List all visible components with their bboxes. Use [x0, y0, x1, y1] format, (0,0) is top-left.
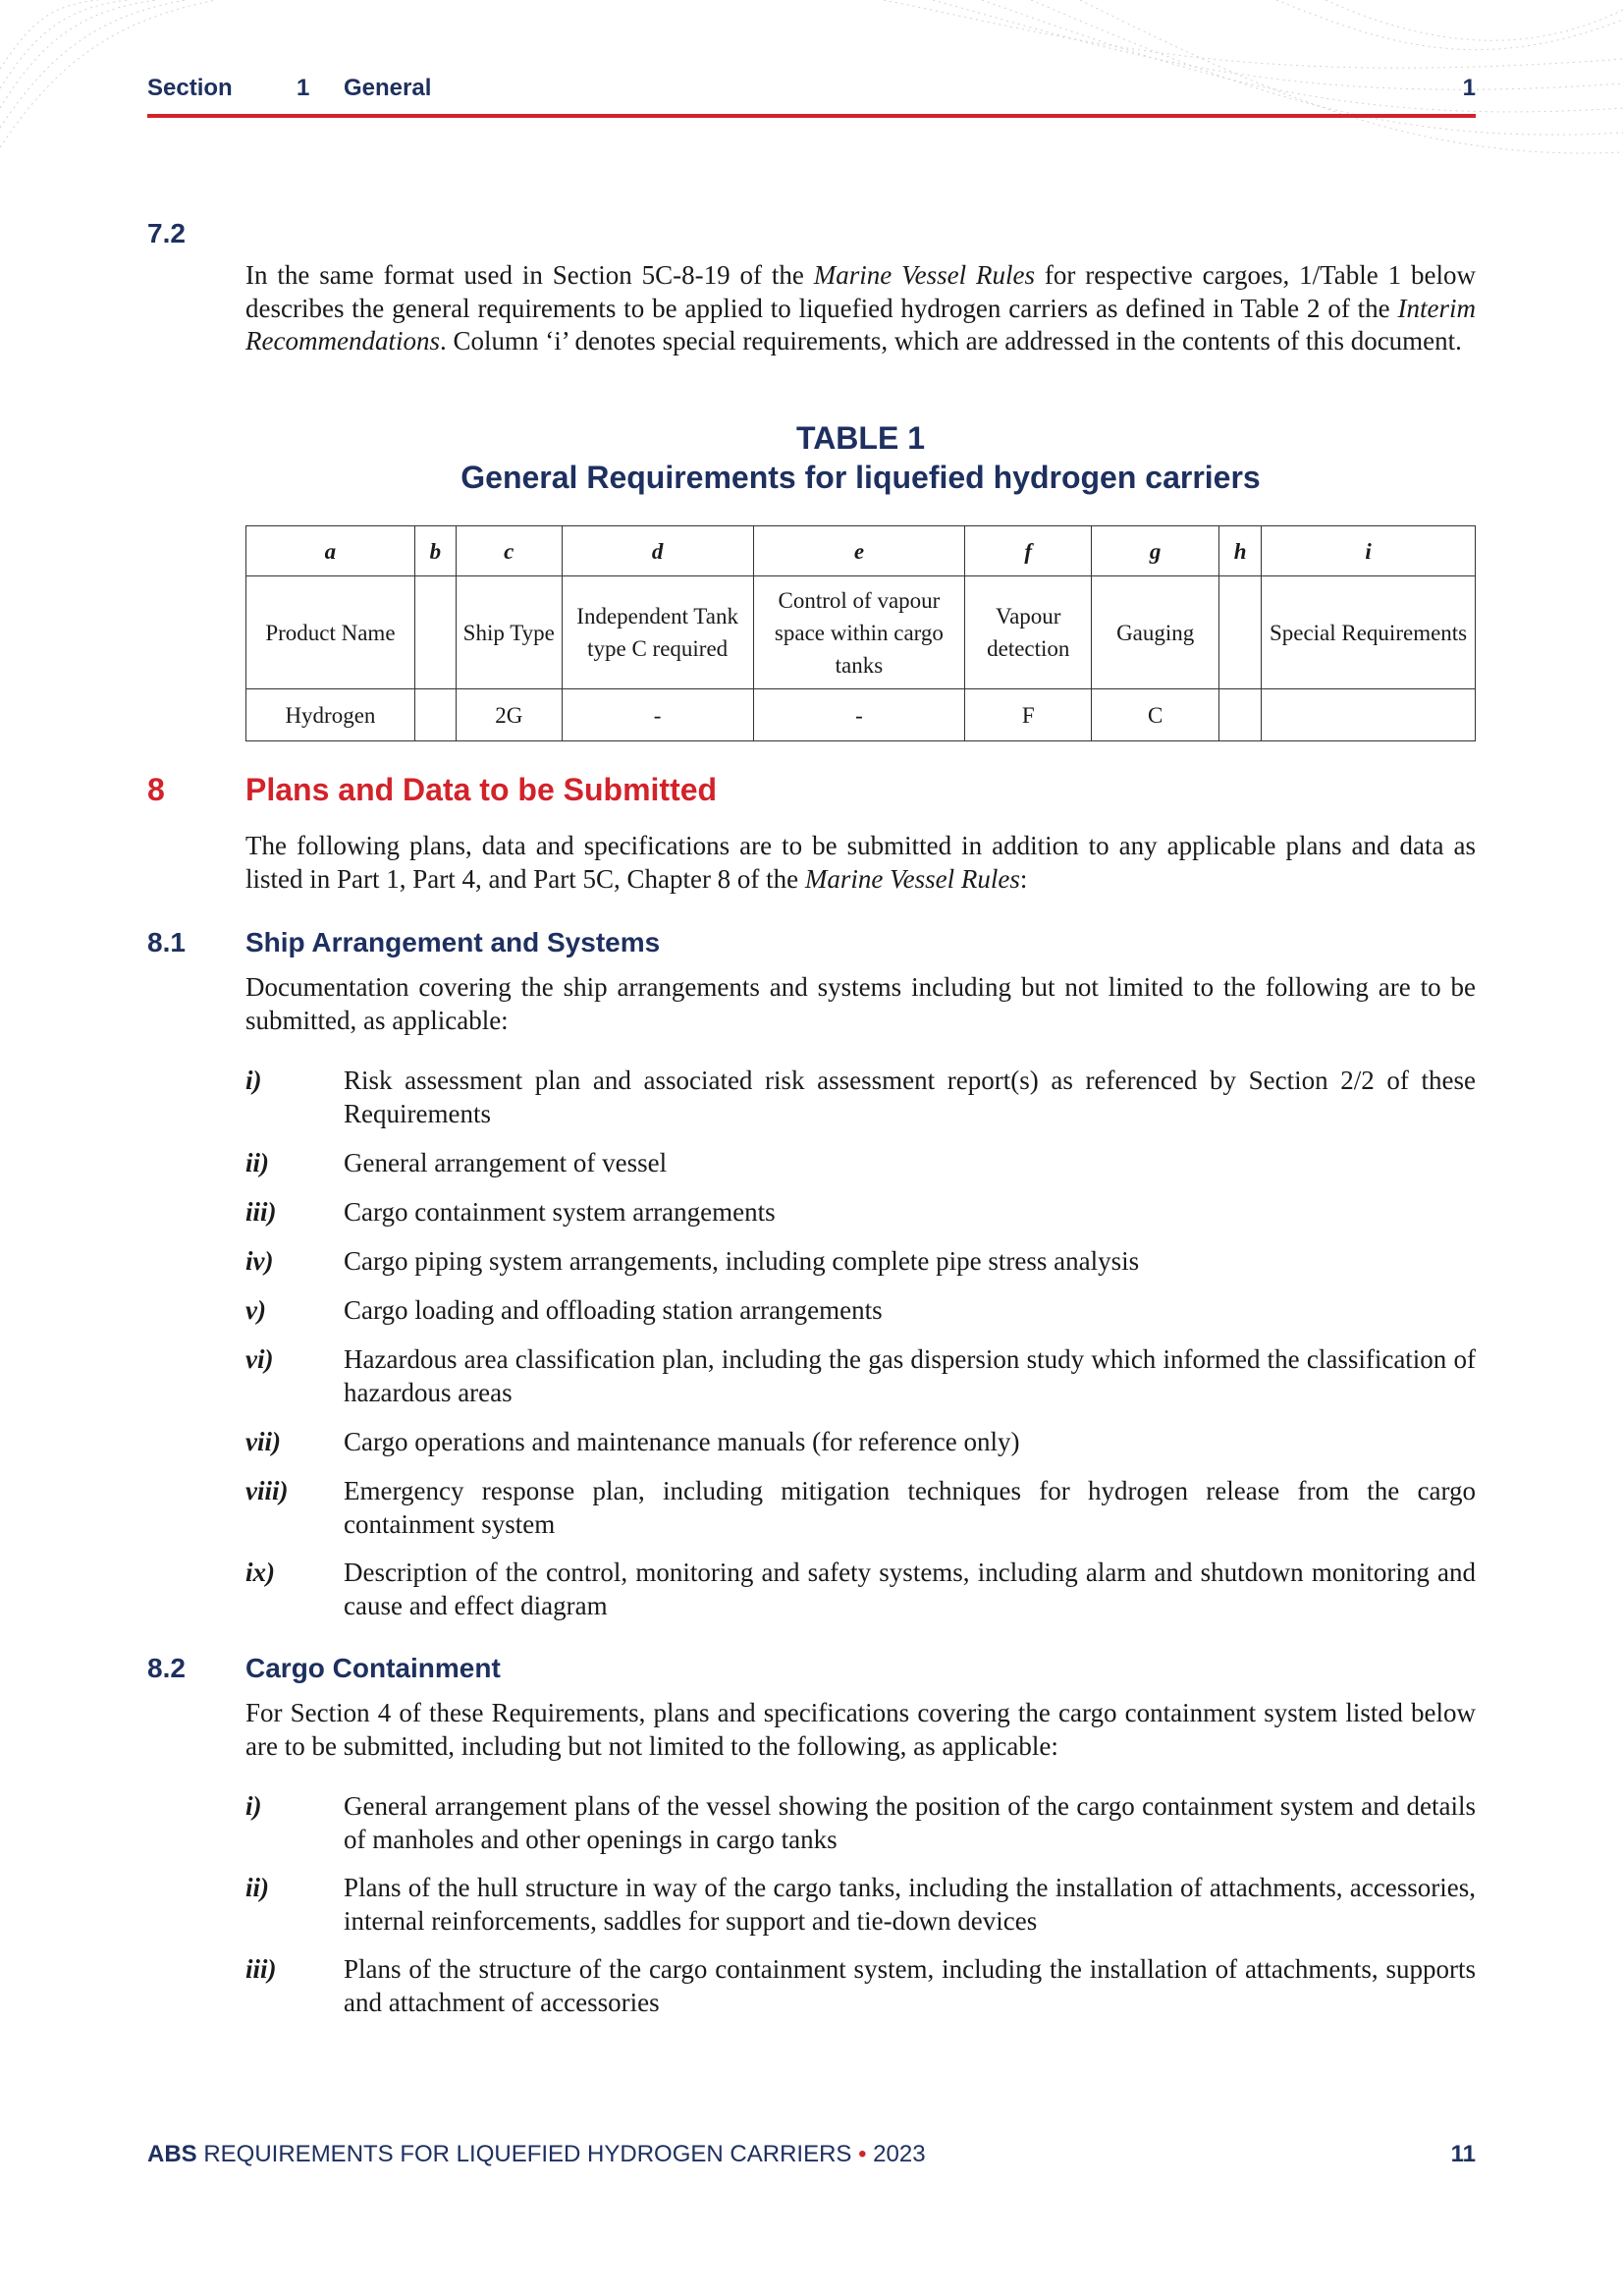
list-item	[245, 1953, 1476, 2019]
paragraph-text: The following plans, data and specifications are to be submitted in addition to any applicable plans and data as listed in Part 1, Part 4, and Part 5C, Chapter 8 of the	[245, 831, 1476, 894]
table-cell: c	[456, 526, 562, 576]
table-row	[246, 689, 1476, 741]
list-item-marker: v)	[245, 1295, 266, 1325]
list-item-text: Cargo operations and maintenance manuals (for reference only)	[344, 1427, 1020, 1456]
paragraph-text: for respective cargoes, 1/Table 1 below describes the general requirements to be applied to liquefied hydrogen carriers as defined in Table 2 of the	[245, 260, 1477, 323]
table-subtitle: General Requirements for liquefied hydrogen carriers	[460, 460, 1261, 495]
list-item-text: Emergency response plan, including mitigation techniques for hydrogen release from the cargo containment system	[344, 1476, 1476, 1539]
table-cell: Product Name	[246, 576, 415, 689]
list-item	[245, 1557, 1476, 1622]
footer-doc-title: REQUIREMENTS FOR LIQUEFIED HYDROGEN CARRIERS	[196, 2141, 852, 2167]
header-section-number: 1	[297, 75, 310, 101]
running-header	[147, 75, 1476, 118]
list-item	[245, 1475, 1476, 1541]
list-item-marker: viii)	[245, 1476, 289, 1505]
list-item-text: Plans of the hull structure in way of the cargo tanks, including the installation of attachments, accessories, internal reinforcements, saddles for support and tie-down devices	[344, 1873, 1476, 1936]
list-item	[245, 1790, 1476, 1856]
section-8-title: Plans and Data to be Submitted	[245, 772, 718, 807]
table-cell: -	[753, 689, 965, 741]
requirements-table	[245, 525, 1476, 741]
list-item-text: Plans of the structure of the cargo containment system, including the installation of attachments, supports and attachment of accessories	[344, 1954, 1476, 2017]
table-cell: F	[965, 689, 1092, 741]
section-8-2-number: 8.2	[147, 1653, 186, 1683]
section-8-number: 8	[147, 772, 165, 807]
list-item-text: General arrangement plans of the vessel showing the position of the cargo containment system and details of manholes and other openings in cargo tanks	[344, 1791, 1476, 1854]
section-7-2-paragraph	[245, 259, 1476, 358]
list-item	[245, 1147, 1476, 1180]
footer-brand: ABS	[147, 2141, 197, 2167]
table-cell	[1219, 576, 1262, 689]
section-7-2-number: 7.2	[147, 218, 186, 248]
header-page-section-number: 1	[1462, 75, 1476, 101]
table-cell: 2G	[456, 689, 562, 741]
list-item-marker: i)	[245, 1066, 262, 1095]
list-item-marker: ix)	[245, 1558, 275, 1587]
table-cell: g	[1092, 526, 1219, 576]
list-item-text: Cargo loading and offloading station arrangements	[344, 1295, 883, 1325]
table-cell	[414, 689, 456, 741]
list-item-marker: iii)	[245, 1954, 277, 1984]
list-item	[245, 1245, 1476, 1279]
table-cell: -	[562, 689, 753, 741]
table-cell: b	[414, 526, 456, 576]
list-item-text: Hazardous area classification plan, including the gas dispersion study which informed the classification of hazardous areas	[344, 1344, 1476, 1407]
table-cell: Hydrogen	[246, 689, 415, 741]
table-cell: a	[246, 526, 415, 576]
list-item-marker: ii)	[245, 1873, 269, 1902]
list-item-marker: ii)	[245, 1148, 269, 1177]
list-item	[245, 1426, 1476, 1459]
table-cell: Control of vapour space within cargo tanks	[753, 576, 965, 689]
list-item	[245, 1065, 1476, 1130]
section-8-1-number: 8.1	[147, 927, 186, 957]
section-8-1-paragraph: Documentation covering the ship arrangements and systems including but not limited to the following are to be submitted, as applicable:	[245, 972, 1476, 1035]
list-item-text: Description of the control, monitoring and safety systems, including alarm and shutdown monitoring and cause and effect diagram	[344, 1558, 1476, 1620]
table-cell: e	[753, 526, 965, 576]
table-cell: f	[965, 526, 1092, 576]
table-heading-row	[246, 576, 1476, 689]
paragraph-text: :	[1019, 863, 1028, 894]
table-cell: Vapour detection	[965, 576, 1092, 689]
list-item-text: Cargo piping system arrangements, including complete pipe stress analysis	[344, 1246, 1140, 1276]
italic-reference: Marine Vessel Rules	[804, 863, 1020, 894]
list-item-text: Cargo containment system arrangements	[344, 1197, 776, 1227]
footer-year: 2023	[873, 2141, 926, 2167]
list-item-marker: iv)	[245, 1246, 274, 1276]
list-item	[245, 1196, 1476, 1230]
list-item	[245, 1294, 1476, 1328]
header-section-label: Section	[147, 75, 233, 101]
table-title: TABLE 1	[796, 420, 925, 456]
table-cell: i	[1262, 526, 1476, 576]
table-cell: Special Requirements	[1262, 576, 1476, 689]
table-cell	[1262, 689, 1476, 741]
table-cell: d	[562, 526, 753, 576]
list-item	[245, 1343, 1476, 1409]
table-cell: C	[1092, 689, 1219, 741]
list-item-marker: i)	[245, 1791, 262, 1821]
footer-bullet: •	[851, 2141, 874, 2167]
table-cell: Gauging	[1092, 576, 1219, 689]
list-item-marker: vi)	[245, 1344, 274, 1374]
table-cell: h	[1219, 526, 1262, 576]
table-cell: Independent Tank type C required	[562, 576, 753, 689]
table-letter-row	[246, 526, 1476, 576]
table-cell: Ship Type	[456, 576, 562, 689]
list-item-marker: iii)	[245, 1197, 277, 1227]
section-8-1-title: Ship Arrangement and Systems	[245, 927, 661, 957]
list-item-text: Risk assessment plan and associated risk assessment report(s) as referenced by Section 2/2 of these Requirements	[344, 1066, 1476, 1128]
section-8-paragraph	[245, 830, 1476, 896]
list-item	[245, 1872, 1476, 1938]
running-footer	[147, 2141, 1476, 2168]
section-8-2-paragraph: For Section 4 of these Requirements, plans and specifications covering the cargo containment system listed below are to be submitted, including but not limited to the following, as applicable:	[245, 1698, 1476, 1761]
table-cell	[1219, 689, 1262, 741]
header-section-title: General	[344, 75, 432, 101]
paragraph-text: . Column ‘i’ denotes special requirements, which are addressed in the contents of this document.	[439, 326, 1462, 355]
italic-reference: Marine Vessel Rules	[813, 260, 1035, 290]
table-cell	[414, 576, 456, 689]
section-8-2-title: Cargo Containment	[245, 1653, 501, 1683]
paragraph-text: In the same format used in Section 5C-8-19 of the	[245, 260, 814, 290]
list-item-marker: vii)	[245, 1427, 281, 1456]
footer-page-number: 11	[1450, 2141, 1476, 2167]
list-item-text: General arrangement of vessel	[344, 1148, 668, 1177]
italic-reference: Interim Recommendations	[245, 293, 1476, 355]
